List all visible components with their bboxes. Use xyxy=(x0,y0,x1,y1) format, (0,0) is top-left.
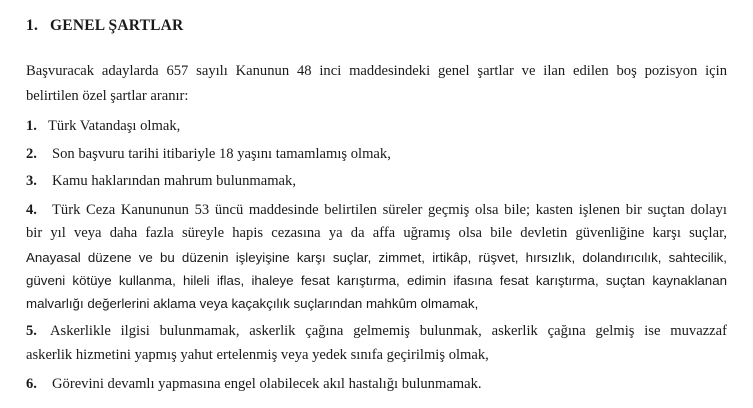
list-item-5-line-2: askerlik hizmetini yapmış yahut ertelenmiş veya yedek sınıfa geçirilmiş olmak, xyxy=(26,347,489,363)
list-item-text: Türk Vatandaşı olmak, xyxy=(48,118,181,134)
list-item-4-line-3: Anayasal düzene ve bu düzenin işleyişine karşı suçlar, zimmet, irtikâp, rüşvet, hırsızlık, dolandırıcılık, sahtecilik, xyxy=(26,250,727,265)
list-item-4 xyxy=(26,202,727,219)
list-item-5 xyxy=(26,323,727,340)
list-item-4-line-2: bir yıl veya daha fazla süreyle hapis cezasına ya da affa uğramış olsa bile devletin güvenliğine karşı suçlar, xyxy=(26,225,727,241)
list-item-number: 5. xyxy=(26,323,37,339)
section-heading xyxy=(26,17,183,35)
list-item-4-line-5: malvarlığı değerlerini aklama veya kaçakçılık suçlarından mahkûm olmamak, xyxy=(26,296,479,311)
list-item-number: 2. xyxy=(26,146,37,162)
section-title: GENEL ŞARTLAR xyxy=(50,17,184,34)
list-item-text-line-1: Türk Ceza Kanununun 53 üncü maddesinde belirtilen süreler geçmiş olsa bile; kasten işlenen bir suçtan dolayı xyxy=(52,202,727,218)
list-item-6 xyxy=(26,376,482,393)
section-number: 1. xyxy=(26,17,39,34)
list-item-text: Son başvuru tarihi itibariyle 18 yaşını tamamlamış olmak, xyxy=(52,146,391,162)
list-item-number: 4. xyxy=(26,202,37,218)
list-item-1 xyxy=(26,118,180,135)
list-item-3 xyxy=(26,173,296,190)
list-item-text-line-1: Askerlikle ilgisi bulunmamak, askerlik çağına gelmemiş bulunmak, askerlik çağına gelmiş ise muvazzaf xyxy=(50,323,727,339)
list-item-number: 3. xyxy=(26,173,37,189)
list-item-text: Görevini devamlı yapmasına engel olabilecek akıl hastalığı bulunmamak. xyxy=(52,376,482,392)
list-item-text: Kamu haklarından mahrum bulunmamak, xyxy=(52,173,296,189)
list-item-number: 1. xyxy=(26,118,37,134)
list-item-2 xyxy=(26,146,391,163)
list-item-4-line-4: güveni kötüye kullanma, hileli iflas, ihaleye fesat karıştırma, edimin ifasına fesat karıştırma, suçtan kaynaklanan xyxy=(26,273,727,288)
intro-line-1: Başvuracak adaylarda 657 sayılı Kanunun 48 inci maddesindeki genel şartlar ve ilan edilen boş pozisyon için xyxy=(26,63,727,79)
list-item-number: 6. xyxy=(26,376,37,392)
intro-line-2: belirtilen özel şartlar aranır: xyxy=(26,88,189,104)
